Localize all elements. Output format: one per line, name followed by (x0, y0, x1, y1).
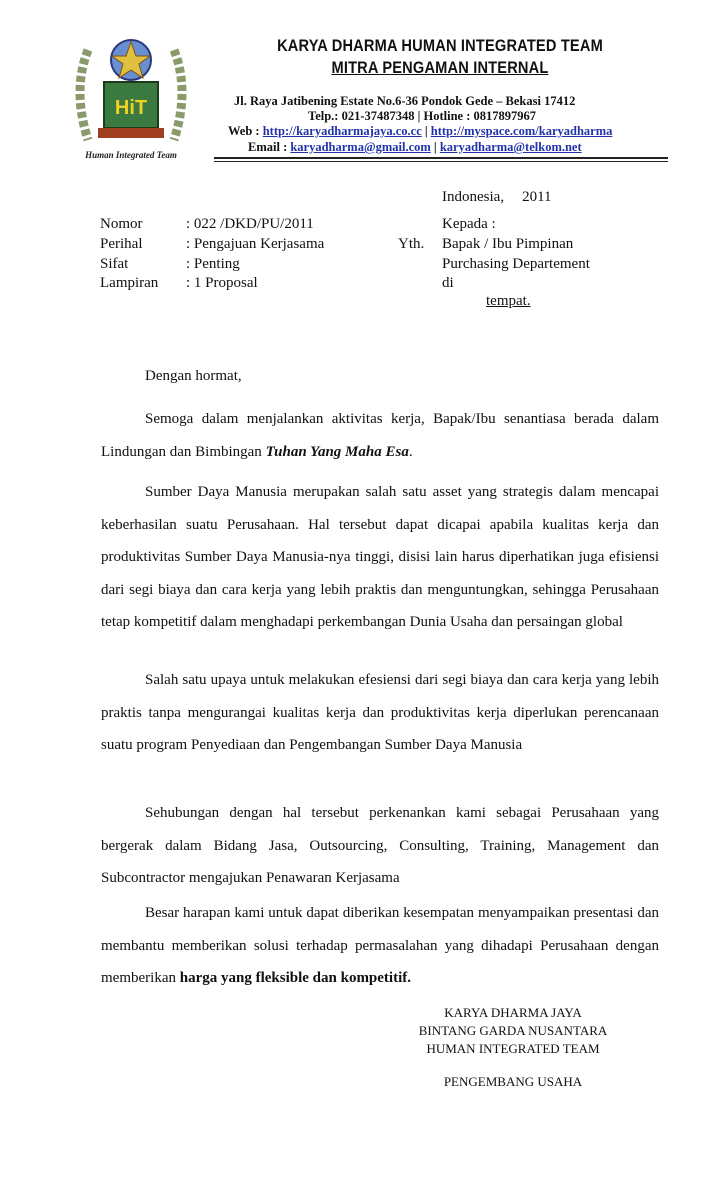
org-web (228, 124, 612, 139)
paragraph-2: Sumber Daya Manusia merupakan salah satu asset yang strategis dalam mencapai keberhasilan suatu Perusahaan. Hal tersebut dapat dicapai apabila kualitas kerja dan produktivitas Sumber Daya Manusia-nya tinggi, disisi lain harus diperhatikan juga efisiensi dari segi biaya dan cara kerja yang lebih praktis dan menguntungkan, sehingga Perusahaan tetap kompetitif dalam menghadapi perkembangan Dunia Usaha dan persaingan global (101, 484, 659, 631)
recipient-to: Kepada : (442, 216, 496, 232)
org-subtitle: MITRA PENGAMAN INTERNAL (331, 58, 549, 77)
meta-label-lampiran: Lampiran (100, 275, 159, 291)
company-logo (66, 30, 196, 165)
org-address: Jl. Raya Jatibening Estate No.6-36 Pondok Gede – Bekasi 17412 (234, 94, 576, 108)
meta-label-sifat: Sifat (100, 256, 129, 272)
paragraph-3: Salah satu upaya untuk melakukan efesiensi dari segi biaya dan cara kerja yang lebih praktis tanpa mengurangai kualitas kerja dan produktivitas kerja diperlukan perencanaan suatu program Penyediaan dan Pengembangan Sumber Daya Manusia (101, 672, 659, 754)
web-link-2[interactable]: http://myspace.com/karyadharma (430, 124, 613, 138)
web-link-1[interactable]: http://karyadharmajaya.co.cc (262, 124, 422, 138)
date-year: 2011 (522, 189, 552, 205)
signature-line-1: KARYA DHARMA JAYA (444, 1005, 582, 1020)
email-link-2[interactable]: karyadharma@telkom.net (439, 140, 582, 154)
org-phone: Telp.: 021-37487348 | Hotline : 0817897967 (308, 109, 536, 123)
recipient-yth: Yth. (398, 236, 425, 252)
meta-label-perihal: Perihal (100, 236, 143, 252)
paragraph-1: Semoga dalam menjalankan aktivitas kerja, Bapak/Ibu senantiasa berada dalam Lindungan dan Bimbingan Tuhan Yang Maha Esa. (101, 411, 659, 460)
letterhead-rule (214, 157, 668, 159)
org-email (248, 140, 582, 155)
recipient-place: tempat. (486, 293, 531, 309)
recipient-di: di (442, 275, 454, 291)
letter-date (442, 189, 552, 206)
logo-text: HiT (114, 97, 148, 119)
web-separator: | (424, 124, 428, 138)
meta-value-nomor: : 022 /DKD/PU/2011 (186, 216, 314, 232)
letterhead-rule-thin (214, 161, 668, 162)
emphasis-harga: harga yang fleksible dan kompetitif. (179, 970, 412, 987)
paragraph-5: Besar harapan kami untuk dapat diberikan kesempatan menyampaikan presentasi dan membantu memberikan solusi terhadap permasalahan yang dihadapi Perusahaan dengan memberikan harga yang fleksible dan kompetitif. (101, 905, 659, 987)
logo-caption: Human Integrated Team (85, 150, 177, 160)
greeting: Dengan hormat, (145, 368, 242, 384)
email-label: Email : (248, 140, 288, 154)
web-label: Web : (228, 124, 260, 138)
signature-line-2: BINTANG GARDA NUSANTARA (418, 1023, 608, 1038)
date-place: Indonesia, (442, 189, 505, 205)
signature-line-3: HUMAN INTEGRATED TEAM (426, 1041, 600, 1056)
meta-label-nomor: Nomor (100, 216, 143, 232)
meta-value-sifat: : Penting (186, 256, 240, 272)
meta-value-lampiran: : 1 Proposal (186, 275, 258, 291)
email-link-1[interactable]: karyadharma@gmail.com (290, 140, 431, 154)
paragraph-4: Sehubungan dengan hal tersebut perkenankan kami sebagai Perusahaan yang bergerak dalam Bidang Jasa, Outsourcing, Consulting, Training, Management dan Subcontractor mengajukan Penawaran Kerjasama (101, 805, 659, 887)
meta-value-perihal: : Pengajuan Kerjasama (186, 236, 325, 252)
recipient-name: Bapak / Ibu Pimpinan (442, 236, 574, 252)
emphasis-tuhan: Tuhan Yang Maha Esa (265, 443, 409, 460)
signature-role: PENGEMBANG USAHA (443, 1074, 583, 1089)
email-separator: | (433, 140, 437, 154)
recipient-dept: Purchasing Departement (442, 256, 590, 272)
org-name: KARYA DHARMA HUMAN INTEGRATED TEAM (277, 36, 603, 55)
